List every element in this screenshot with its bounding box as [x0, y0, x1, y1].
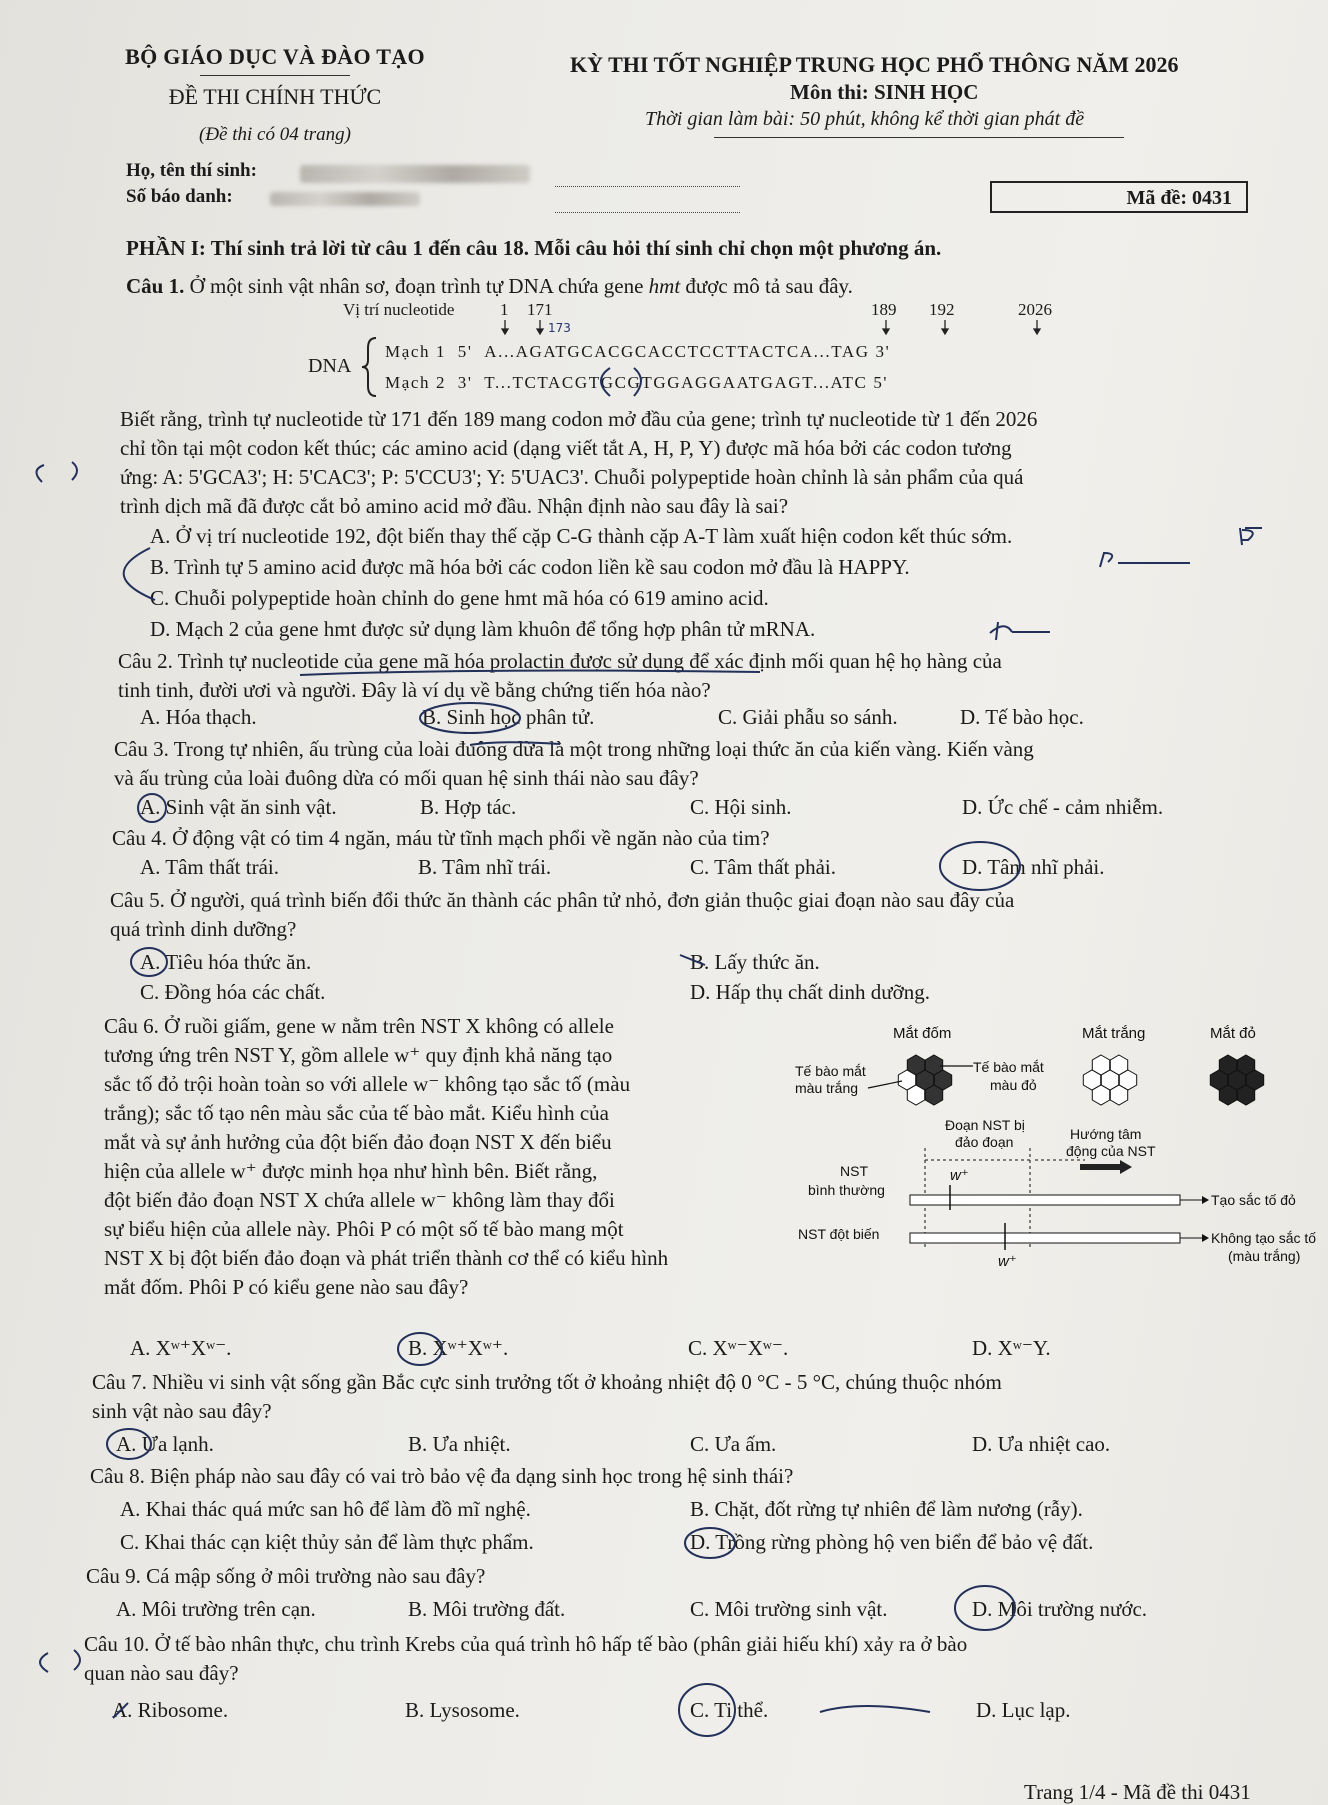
q10-option-d[interactable]: D. Lục lạp.	[976, 1698, 1071, 1722]
fig-label-spotted: Mắt đốm	[893, 1025, 952, 1042]
q4-option-d[interactable]: D. Tâm nhĩ phải.	[962, 855, 1105, 879]
q3-option-a[interactable]: A. Sinh vật ăn sinh vật.	[140, 795, 337, 819]
q1-paragraph: Biết rằng, trình tự nucleotide từ 171 đến 189 mang codon mở đầu của gene; trình tự nucleotide từ 1 đến 2026 chỉ tồn tại một codon kết thúc; các amino acid (dạng viết tắt A, H, P, Y) được mã hóa bởi các codon tương ứng: A: 5'GCA3'; H: 5'CAC3'; P: 5'CCU3'; Y: 5'UAC3'. Chuỗi polypeptide hoàn chỉnh là sản phẩm của quá trình dịch mã đã được cắt bỏ amino acid mở đầu. Nhận định nào sau đây là sai?	[120, 407, 1038, 518]
svg-text:động của NST: động của NST	[1066, 1143, 1156, 1159]
svg-text:Không tạo sắc tố: Không tạo sắc tố	[1211, 1230, 1317, 1246]
q6-option-c[interactable]: C. Xʷ⁻Xʷ⁻.	[688, 1336, 789, 1360]
strand-1: Mạch 1 5' A...AGATGCACGCACCTCCTTACTCA...TAG 3'	[385, 342, 891, 361]
q2-option-c[interactable]: C. Giải phẫu so sánh.	[718, 705, 898, 729]
q7-option-b[interactable]: B. Ưa nhiệt.	[408, 1432, 511, 1456]
pos-171: 171	[527, 300, 553, 319]
q10-stem: Câu 10. Ở tế bào nhân thực, chu trình Krebs của quá trình hô hấp tế bào (phân giải hiếu khí) xảy ra ở bào quan nào sau đây?	[84, 1632, 968, 1685]
svg-text:Tế bào mắt: Tế bào mắt	[795, 1063, 866, 1079]
student-name-label: Họ, tên thí sinh:	[126, 160, 257, 181]
exam-code-box: Mã đề: 0431	[990, 181, 1248, 213]
svg-text:Hướng tâm: Hướng tâm	[1070, 1126, 1142, 1142]
q4-option-b[interactable]: B. Tâm nhĩ trái.	[418, 855, 552, 879]
official-exam-label: ĐỀ THI CHÍNH THỨC	[168, 84, 382, 109]
pos-189: 189	[871, 300, 897, 319]
q3-option-d[interactable]: D. Ức chế - cảm nhiễm.	[962, 795, 1164, 819]
q4-option-c[interactable]: C. Tâm thất phải.	[690, 855, 837, 879]
q6-option-d[interactable]: D. Xʷ⁻Y.	[972, 1336, 1051, 1360]
q5-option-b[interactable]: B. Lấy thức ăn.	[690, 950, 820, 974]
q9-option-a[interactable]: A. Môi trường trên cạn.	[116, 1597, 316, 1621]
q1-option-c[interactable]: C. Chuỗi polypeptide hoàn chỉnh do gene hmt mã hóa có 619 amino acid.	[150, 586, 769, 610]
q2-stem: Câu 2. Trình tự nucleotide của gene mã hóa prolactin được sử dụng để xác định mối quan hệ họ hàng của tinh tinh, đười ươi và người. Đây là ví dụ về bằng chứng tiến hóa nào?	[118, 649, 1002, 702]
svg-text:w⁺: w⁺	[998, 1253, 1017, 1270]
q10-option-a[interactable]: A. Ribosome.	[112, 1698, 229, 1722]
q10-option-c[interactable]: C. Ti thể.	[690, 1698, 769, 1722]
ministry-name: BỘ GIÁO DỤC VÀ ĐÀO TẠO	[125, 44, 425, 69]
q6-option-b[interactable]: B. Xʷ⁺Xʷ⁺.	[408, 1336, 509, 1360]
q7-option-d[interactable]: D. Ưa nhiệt cao.	[972, 1432, 1111, 1456]
q2-option-a[interactable]: A. Hóa thạch.	[140, 705, 257, 729]
q9-option-c[interactable]: C. Môi trường sinh vật.	[690, 1597, 888, 1621]
q3-option-c[interactable]: C. Hội sinh.	[690, 795, 792, 819]
q2-option-d[interactable]: D. Tế bào học.	[960, 705, 1084, 729]
q3-option-b[interactable]: B. Hợp tác.	[420, 795, 517, 819]
pos-192: 192	[929, 300, 955, 319]
q5-option-a[interactable]: A. Tiêu hóa thức ăn.	[140, 950, 312, 974]
svg-text:Tế bào mắt: Tế bào mắt	[973, 1059, 1044, 1075]
q1-option-b[interactable]: B. Trình tự 5 amino acid được mã hóa bởi các codon liền kề sau codon mở đầu là HAPPY.	[150, 555, 910, 579]
svg-text:Tạo sắc tố đỏ: Tạo sắc tố đỏ	[1211, 1192, 1296, 1208]
q5-option-c[interactable]: C. Đồng hóa các chất.	[140, 980, 326, 1004]
fig-label-white: Mắt trắng	[1082, 1025, 1146, 1042]
nucleotide-position-label: Vị trí nucleotide	[343, 300, 455, 319]
student-id-label: Số báo danh:	[126, 186, 233, 207]
q5-option-d[interactable]: D. Hấp thụ chất dinh dưỡng.	[690, 980, 931, 1004]
q9-stem: Câu 9. Cá mập sống ở môi trường nào sau đây?	[86, 1564, 486, 1588]
fig-label-red: Mắt đỏ	[1210, 1025, 1256, 1042]
q3-stem: Câu 3. Trong tự nhiên, ấu trùng của loài đuông dừa là một trong những loại thức ăn của kiến vàng. Kiến vàng và ấu trùng của loài đuông dừa có mối quan hệ sinh thái nào sau đây?	[114, 737, 1034, 790]
q9-option-d[interactable]: D. Môi trường nước.	[972, 1597, 1148, 1621]
q4-option-a[interactable]: A. Tâm thất trái.	[140, 855, 279, 879]
pos-2026: 2026	[1018, 300, 1052, 319]
svg-text:màu đỏ: màu đỏ	[990, 1077, 1037, 1093]
exam-title: KỲ THI TỐT NGHIỆP TRUNG HỌC PHỔ THÔNG NĂM 2026	[570, 52, 1179, 77]
q8-option-c[interactable]: C. Khai thác cạn kiệt thủy sản để làm thực phẩm.	[120, 1530, 534, 1554]
exam-time: Thời gian làm bài: 50 phút, không kể thời gian phát đề	[645, 108, 1085, 130]
svg-text:NST đột biến: NST đột biến	[798, 1226, 880, 1242]
q1-stem: Câu 1. Ở một sinh vật nhân sơ, đoạn trình tự DNA chứa gene hmt được mô tả sau đây.	[126, 274, 853, 298]
q4-stem: Câu 4. Ở động vật có tim 4 ngăn, máu từ tĩnh mạch phổi về ngăn nào của tim?	[112, 826, 770, 850]
q7-option-c[interactable]: C. Ưa ấm.	[690, 1432, 777, 1456]
svg-text:(màu trắng): (màu trắng)	[1228, 1248, 1301, 1264]
strand-2: Mạch 2 3' T...TCTACGTGCGTGGAGGAATGAGT...ATC 5'	[385, 373, 889, 392]
q6-option-a[interactable]: A. Xʷ⁺Xʷ⁻.	[130, 1336, 232, 1360]
q9-option-b[interactable]: B. Môi trường đất.	[408, 1597, 566, 1621]
q6-stem: Câu 6. Ở ruồi giấm, gene w nằm trên NST X không có allele tương ứng trên NST Y, gồm allele w⁺ quy định khả năng tạo sắc tố đỏ trội hoàn toàn so với allele w⁻ không tạo sắc tố (màu trắng); sắc tố tạo nên màu sắc của tế bào mắt. Kiểu hình của mắt và sự ảnh hưởng của đột biến đảo đoạn NST X đến biểu hiện của allele w⁺ được minh họa như hình bên. Biết rằng, đột biến đảo đoạn NST X chứa allele w⁻ không làm thay đổi sự biểu hiện của allele này. Phôi P có một số tế bào mang một NST X bị đột biến đảo đoạn và phát triển thành cơ thể có kiểu hình mắt đốm. Phôi P có kiểu gene nào sau đây?	[104, 1014, 669, 1299]
q8-option-b[interactable]: B. Chặt, đốt rừng tự nhiên để làm nương (rẫy).	[690, 1497, 1083, 1521]
exam-subject: Môn thi: SINH HỌC	[790, 80, 979, 104]
svg-text:173: 173	[548, 321, 571, 335]
pos-1: 1	[500, 300, 509, 319]
svg-text:màu trắng: màu trắng	[795, 1080, 859, 1096]
dna-label: DNA	[308, 355, 352, 377]
page-footer: Trang 1/4 - Mã đề thi 0431	[1024, 1780, 1251, 1804]
q7-stem: Câu 7. Nhiều vi sinh vật sống gần Bắc cực sinh trưởng tốt ở khoảng nhiệt độ 0 °C - 5 °C, chúng thuộc nhóm sinh vật nào sau đây?	[92, 1370, 1002, 1423]
pages-note: (Đề thi có 04 trang)	[199, 124, 351, 145]
q1-option-d[interactable]: D. Mạch 2 của gene hmt được sử dụng làm khuôn để tổng hợp phân tử mRNA.	[150, 617, 816, 641]
svg-text:đảo đoạn: đảo đoạn	[955, 1134, 1014, 1150]
part-one-heading: PHẦN I: Thí sinh trả lời từ câu 1 đến câu 18. Mỗi câu hỏi thí sinh chỉ chọn một phương án.	[126, 236, 942, 260]
q1-option-a[interactable]: A. Ở vị trí nucleotide 192, đột biến thay thế cặp C-G thành cặp A-T làm xuất hiện codon kết thúc sớm.	[150, 524, 1013, 548]
q5-stem: Câu 5. Ở người, quá trình biến đổi thức ăn thành các phân tử nhỏ, đơn giản thuộc giai đoạn nào sau đây của quá trình dinh dưỡng?	[110, 888, 1015, 941]
q8-option-d[interactable]: D. Trồng rừng phòng hộ ven biển để bảo vệ đất.	[690, 1530, 1094, 1554]
svg-text:bình thường: bình thường	[808, 1182, 885, 1198]
svg-text:Đoạn NST bị: Đoạn NST bị	[945, 1117, 1025, 1133]
q10-option-b[interactable]: B. Lysosome.	[405, 1698, 520, 1722]
q8-option-a[interactable]: A. Khai thác quá mức san hô để làm đồ mĩ nghệ.	[120, 1497, 531, 1521]
svg-text:NST: NST	[840, 1163, 868, 1179]
svg-text:w⁺: w⁺	[950, 1167, 969, 1184]
q2-option-b[interactable]: B. Sinh học phân tử.	[422, 705, 595, 729]
q8-stem: Câu 8. Biện pháp nào sau đây có vai trò bảo vệ đa dạng sinh học trong hệ sinh thái?	[90, 1464, 794, 1488]
q7-option-a[interactable]: A. Ưa lạnh.	[116, 1432, 214, 1456]
